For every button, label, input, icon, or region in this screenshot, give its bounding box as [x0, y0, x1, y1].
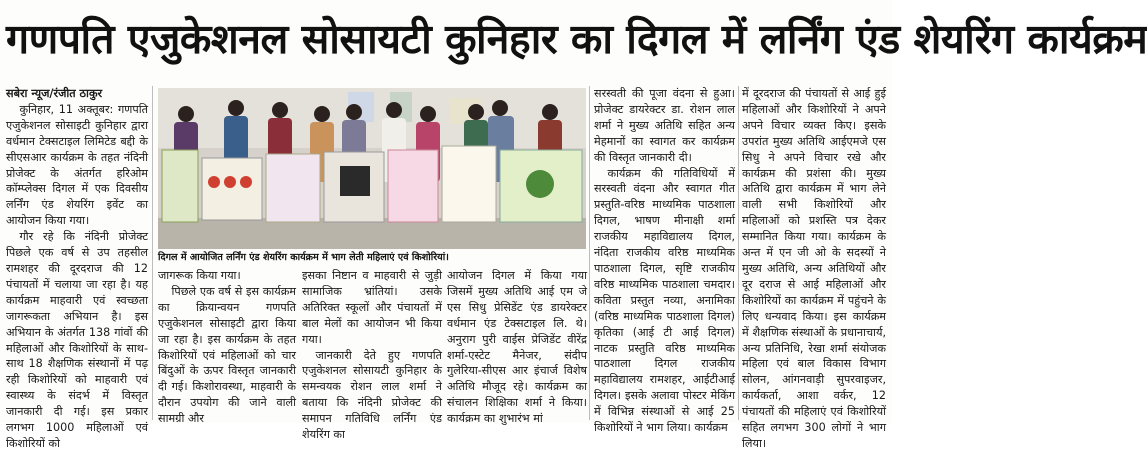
column-divider [589, 86, 590, 420]
paragraph: कार्यक्रम की गतिविधियों में सरस्वती वंदना और स्वागत गीत प्रस्तुति-वरिष्ठ माध्यमिक पाठशाला दिगल, भाषण मीनाक्षी शर्मा राजकीय महाविद्यालय दिगल, नंदिता राजकीय वरिष्ठ माध्यमिक पाठशाला दिगल, सृष्टि राजकीय वरिष्ठ माध्यमिक पाठशाला चमदार। कविता प्रस्तुत नव्या, अनामिका (वरिष्ठ माध्यमिक पाठशाला दिगल) कृतिका (आई टी आई दिगल) नाटक प्रस्तुति वरिष्ठ माध्यमिक पाठशाला दिगल राजकीय महाविद्यालय रामशहर, आईटीआई दिगल। इसके अलावा पोस्टर मेकिंग में विभिन्न संस्थाओं से आई 25 किशोरियों ने भाग लिया। कार्यक्रम [594, 166, 735, 435]
paragraph: आयोजन दिगल में किया गया जिसमें मुख्य अतिथि आई एम जे एस सिधु प्रेसिडेंट एंड डायरेक्टर वर्धमान एंड टेक्सटाइल लि. थे। अनुराग पुरी वाईस प्रेजिडेंट वीरेंद्र शर्मा-एस्टेट मैनेजर, संदीप गुलेरिया-सीएस आर इंचार्ज विशेष अतिथि मौजूद रहे। कार्यक्रम का संचालन शिक्षिका शर्मा ने किया। कार्यक्रम का शुभारंभ मां [447, 269, 587, 426]
paragraph: कुनिहार, 11 अक्तूबर: गणपति एजुकेशनल सोसाइटी कुनिहार द्वारा वर्धमान टेक्सटाइल लिमिटेड बद्दी के सीएसआर कार्यक्रम के तहत नंदिनी प्रोजेक्ट के अंतर्गत हरिओम कॉम्प्लेक्स दिगल में एक दिवसीय लर्निंग एंड शेयरिंग इवेंट का आयोजन किया गया। [6, 102, 148, 228]
headline: गणपति एजुकेशनल सोसायटी कुनिहार का दिगल में लर्निंग एंड शेयरिंग कार्यक्रम [6, 15, 1147, 63]
event-photo [158, 88, 586, 249]
paragraph: सरस्वती की पूजा वंदना से हुआ। प्रोजेक्ट डायरेक्टर डा. रोशन लाल शर्मा ने मुख्य अतिथि सहित अन्य मेहमानों का स्वागत कर कार्यक्रम की विस्तृत जानकारी दी। [594, 87, 735, 164]
article-column-1 [6, 86, 148, 450]
paragraph: गौर रहे कि नंदिनी प्रोजेक्ट पिछले एक वर्ष से उप तहसील रामशहर की दूरदराज की 12 पंचायतों में चलाया जा रहा है। यह कार्यक्रम माहवारी एवं स्वच्छता जागरूकता अभियान है। इस अभियान के अंतर्गत 138 गांवों की महिलाओं और किशोरियों के साथ-साथ 18 शैक्षणिक संस्थानों में पढ़ रही किशोरियों को माहवारी एवं स्वास्थ्य के संदर्भ में विस्तृत जानकारी दी गई। इस प्रकार लगभग 1000 महिलाओं एवं किशोरियों को [6, 230, 148, 450]
paragraph: में दूरदराज की पंचायतों से आई हुई महिलाओं और किशोरियों ने अपने अपने विचार व्यक्त किए। इसके उपरांत मुख्य अतिथि आईएमजे एस सिधु ने अपने विचार रखे और कार्यक्रम की प्रशंसा की। मुख्य अतिथि द्वारा कार्यक्रम में भाग लेने वाली सभी किशोरियों और महिलाओं को प्रशस्ति पत्र देकर सम्मानित किया गया। कार्यक्रम के अन्त में एन जी ओ के सदस्यों ने मुख्य अतिथि, अन्य अतिथियों और दूर दराज से आई महिलाओं और किशोरियों का कार्यक्रम में पहुंचने के लिए धन्यवाद किया। इस कार्यक्रम में शैक्षणिक संस्थाओं के प्रधानाचार्य, अन्य प्रतिनिधि, रेखा शर्मा संयोजक महिला एवं बाल विकास विभाग सोलन, आंगनवाड़ी सुपरवाइजर, कार्यकर्ता, आशा वर्कर, 12 पंचायतों की महिलाएं एवं किशोरियों सहित लगभग 300 लोगों ने भाग लिया। [742, 87, 886, 450]
article-column-4 [447, 268, 587, 426]
column-divider [738, 86, 739, 420]
paragraph: पिछले एक वर्ष से इस कार्यक्रम का क्रियान्वयन गणपति एजुकेशनल सोसाइटी द्वारा किया जा रहा है। इस कार्यक्रम के तहत किशोरियों एवं महिलाओं को चार बिंदुओं के ऊपर विस्तृत जानकारी दी गई। किशोरावस्था, माहवारी के दौरान उपयोग की जाने वाली सामग्री और [158, 284, 296, 426]
article-column-6 [742, 86, 886, 450]
column-divider [152, 86, 153, 420]
paragraph: इसका निष्टान व माहवारी से जुड़ी सामाजिक भ्रांतियां। उसके अतिरिक्त स्कूलों और पंचायतों में बाल मेलों का आयोजन भी किया गया। [302, 269, 442, 346]
article-column-5 [594, 86, 735, 435]
paragraph: जानकारी देते हुए गणपति एजुकेशनल सोसायटी कुनिहार के समन्वयक रोशन लाल शर्मा ने बताया कि नंदिनी प्रोजेक्ट की समापन गतिविधि लर्निंग एंड शेयरिंग का [302, 348, 442, 442]
byline: सबेरा न्यूज/रंजीत ठाकुर [6, 87, 103, 100]
event-photo-illustration [158, 88, 586, 249]
article-column-3 [302, 268, 442, 442]
photo-caption: दिगल में आयोजित लर्निंग एंड शेयरिंग कार्यक्रम में भाग लेती महिलाएं एवं किशोरियां। [158, 252, 449, 263]
paragraph: जागरूक किया गया। [158, 269, 241, 282]
article-column-2 [158, 268, 296, 426]
